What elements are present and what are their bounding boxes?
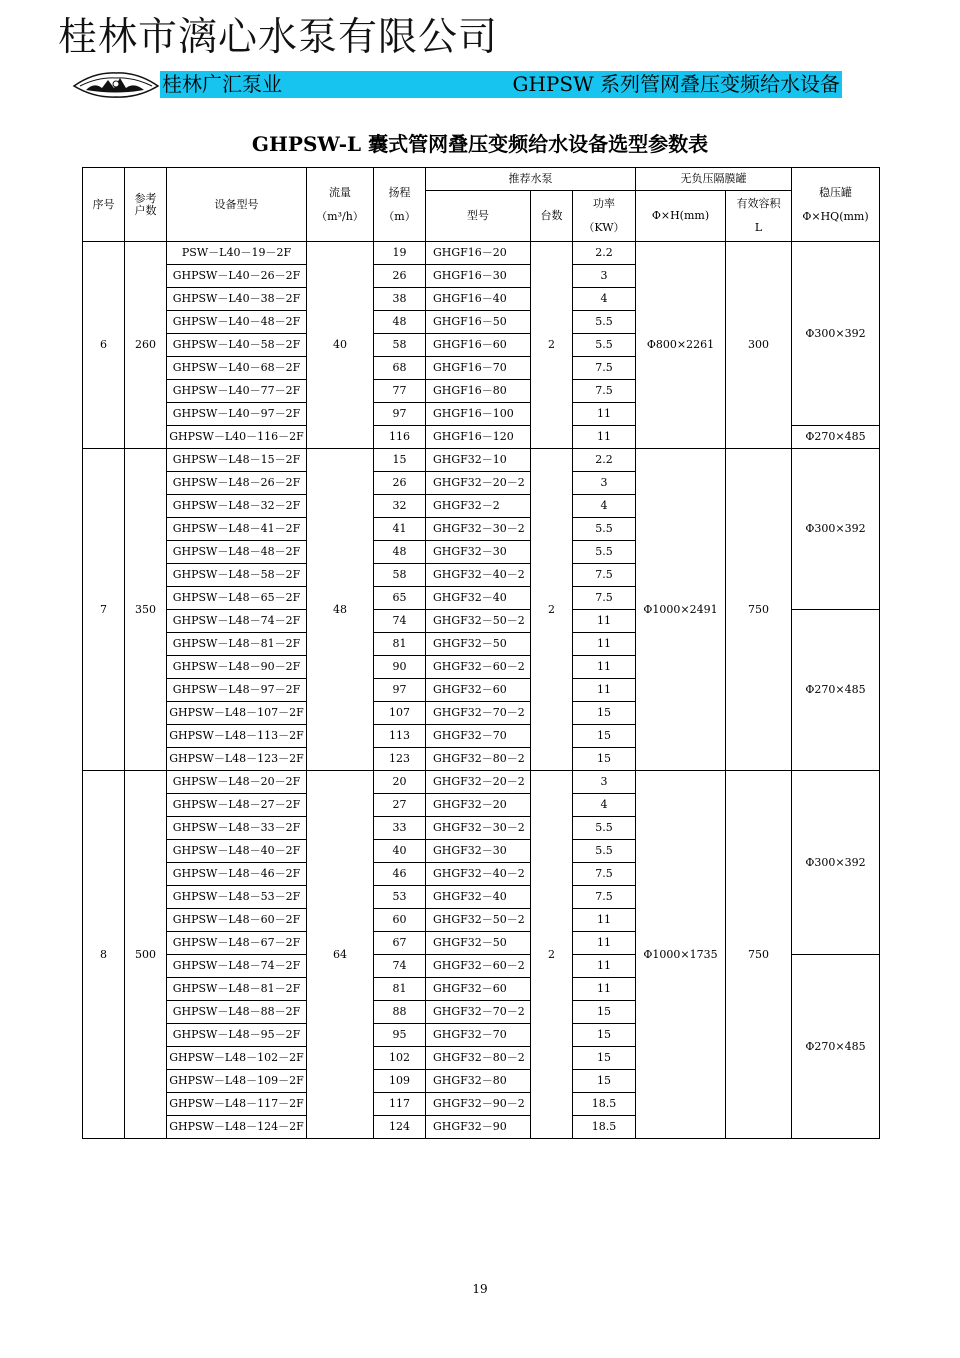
head-cell: 19	[374, 242, 426, 265]
pump-model-cell: GHGF32－50－2	[426, 610, 531, 633]
pump-model-cell: GHGF16－40	[426, 288, 531, 311]
power-cell: 2.2	[573, 242, 636, 265]
company-logo-icon	[72, 68, 160, 100]
model-cell: GHPSW－L40－116－2F	[167, 426, 307, 449]
pump-model-cell: GHGF32－20－2	[426, 472, 531, 495]
pump-model-cell: GHGF32－60	[426, 679, 531, 702]
model-cell: GHPSW－L48－53－2F	[167, 886, 307, 909]
model-cell: PSW－L40－19－2F	[167, 242, 307, 265]
model-cell: GHPSW－L48－20－2F	[167, 771, 307, 794]
pump-model-cell: GHGF32－70	[426, 1024, 531, 1047]
header-seq: 序号	[83, 168, 125, 242]
power-cell: 11	[573, 656, 636, 679]
selection-table	[82, 167, 880, 1139]
head-cell: 123	[374, 748, 426, 771]
model-cell: GHPSW－L48－33－2F	[167, 817, 307, 840]
series-name: GHPSW 系列管网叠压变频给水设备	[512, 72, 840, 96]
power-cell: 15	[573, 1070, 636, 1093]
head-cell: 81	[374, 633, 426, 656]
head-cell: 113	[374, 725, 426, 748]
model-cell: GHPSW－L48－123－2F	[167, 748, 307, 771]
head-cell: 107	[374, 702, 426, 725]
power-cell: 18.5	[573, 1093, 636, 1116]
seq-cell: 6	[83, 242, 125, 449]
head-cell: 74	[374, 610, 426, 633]
power-cell: 11	[573, 679, 636, 702]
power-cell: 15	[573, 1024, 636, 1047]
head-cell: 32	[374, 495, 426, 518]
stab-tank-cell: Φ270×485	[792, 955, 880, 1139]
model-cell: GHPSW－L48－27－2F	[167, 794, 307, 817]
table-row	[83, 449, 880, 472]
head-cell: 48	[374, 311, 426, 334]
flow-cell: 40	[307, 242, 374, 449]
brand-name: 桂林广汇泵业	[162, 72, 282, 96]
power-cell: 15	[573, 725, 636, 748]
model-cell: GHPSW－L48－32－2F	[167, 495, 307, 518]
head-cell: 88	[374, 1001, 426, 1024]
model-cell: GHPSW－L48－48－2F	[167, 541, 307, 564]
head-cell: 33	[374, 817, 426, 840]
power-cell: 5.5	[573, 541, 636, 564]
power-cell: 5.5	[573, 518, 636, 541]
model-cell: GHPSW－L48－15－2F	[167, 449, 307, 472]
power-cell: 4	[573, 495, 636, 518]
table-row	[83, 771, 880, 794]
pump-model-cell: GHGF32－50	[426, 932, 531, 955]
header-flow: 流量 （m³/h）	[307, 168, 374, 242]
power-cell: 18.5	[573, 1116, 636, 1139]
pump-model-cell: GHGF16－20	[426, 242, 531, 265]
head-cell: 74	[374, 955, 426, 978]
power-cell: 15	[573, 1001, 636, 1024]
pump-count-cell: 2	[531, 771, 573, 1139]
head-cell: 38	[374, 288, 426, 311]
head-cell: 95	[374, 1024, 426, 1047]
model-cell: GHPSW－L48－67－2F	[167, 932, 307, 955]
head-cell: 97	[374, 679, 426, 702]
households-cell: 350	[125, 449, 167, 771]
pump-model-cell: GHGF32－30	[426, 541, 531, 564]
power-cell: 2.2	[573, 449, 636, 472]
head-cell: 77	[374, 380, 426, 403]
head-cell: 102	[374, 1047, 426, 1070]
header-power: 功率 （KW）	[573, 191, 636, 242]
head-cell: 65	[374, 587, 426, 610]
table-title: GHPSW-L 囊式管网叠压变频给水设备选型参数表	[251, 132, 709, 156]
pump-model-cell: GHGF32－60－2	[426, 955, 531, 978]
header-banner	[160, 71, 842, 98]
model-cell: GHPSW－L40－97－2F	[167, 403, 307, 426]
head-cell: 97	[374, 403, 426, 426]
pump-model-cell: GHGF32－80－2	[426, 1047, 531, 1070]
model-cell: GHPSW－L48－107－2F	[167, 702, 307, 725]
power-cell: 3	[573, 472, 636, 495]
head-cell: 58	[374, 334, 426, 357]
model-cell: GHPSW－L48－65－2F	[167, 587, 307, 610]
power-cell: 7.5	[573, 886, 636, 909]
pump-model-cell: GHGF32－20	[426, 794, 531, 817]
power-cell: 4	[573, 288, 636, 311]
model-cell: GHPSW－L40－77－2F	[167, 380, 307, 403]
tank-size-cell: Φ1000×1735	[636, 771, 726, 1139]
model-cell: GHPSW－L48－88－2F	[167, 1001, 307, 1024]
head-cell: 124	[374, 1116, 426, 1139]
model-cell: GHPSW－L48－26－2F	[167, 472, 307, 495]
power-cell: 11	[573, 403, 636, 426]
model-cell: GHPSW－L48－124－2F	[167, 1116, 307, 1139]
pump-model-cell: GHGF32－40	[426, 587, 531, 610]
head-cell: 20	[374, 771, 426, 794]
header-pump-group: 推荐水泵	[426, 168, 636, 191]
head-cell: 46	[374, 863, 426, 886]
model-cell: GHPSW－L48－113－2F	[167, 725, 307, 748]
flow-cell: 64	[307, 771, 374, 1139]
power-cell: 4	[573, 794, 636, 817]
pump-model-cell: GHGF32－40	[426, 886, 531, 909]
households-cell: 260	[125, 242, 167, 449]
model-cell: GHPSW－L48－46－2F	[167, 863, 307, 886]
pump-model-cell: GHGF16－60	[426, 334, 531, 357]
pump-model-cell: GHGF16－50	[426, 311, 531, 334]
pump-model-cell: GHGF32－30－2	[426, 817, 531, 840]
tank-volume-cell: 750	[726, 771, 792, 1139]
stab-tank-cell: Φ300×392	[792, 242, 880, 426]
pump-model-cell: GHGF16－70	[426, 357, 531, 380]
pump-model-cell: GHGF32－50	[426, 633, 531, 656]
tank-size-cell: Φ800×2261	[636, 242, 726, 449]
head-cell: 58	[374, 564, 426, 587]
seq-cell: 7	[83, 449, 125, 771]
table-header-row	[83, 168, 880, 191]
power-cell: 7.5	[573, 564, 636, 587]
pump-model-cell: GHGF32－70－2	[426, 702, 531, 725]
head-cell: 68	[374, 357, 426, 380]
pump-model-cell: GHGF32－30	[426, 840, 531, 863]
power-cell: 5.5	[573, 817, 636, 840]
header-households: 参考 户数	[125, 168, 167, 242]
power-cell: 11	[573, 426, 636, 449]
header-pump-model: 型号	[426, 191, 531, 242]
model-cell: GHPSW－L48－74－2F	[167, 610, 307, 633]
power-cell: 11	[573, 909, 636, 932]
model-cell: GHPSW－L48－95－2F	[167, 1024, 307, 1047]
head-cell: 109	[374, 1070, 426, 1093]
head-cell: 90	[374, 656, 426, 679]
pump-model-cell: GHGF32－30－2	[426, 518, 531, 541]
stab-tank-cell: Φ270×485	[792, 426, 880, 449]
head-cell: 26	[374, 265, 426, 288]
pump-model-cell: GHGF32－80	[426, 1070, 531, 1093]
pump-model-cell: GHGF32－70	[426, 725, 531, 748]
power-cell: 3	[573, 771, 636, 794]
head-cell: 15	[374, 449, 426, 472]
table-row	[83, 242, 880, 265]
power-cell: 5.5	[573, 334, 636, 357]
pump-model-cell: GHGF32－90－2	[426, 1093, 531, 1116]
model-cell: GHPSW－L48－74－2F	[167, 955, 307, 978]
power-cell: 11	[573, 633, 636, 656]
head-cell: 60	[374, 909, 426, 932]
head-cell: 26	[374, 472, 426, 495]
model-cell: GHPSW－L48－40－2F	[167, 840, 307, 863]
power-cell: 11	[573, 955, 636, 978]
model-cell: GHPSW－L48－109－2F	[167, 1070, 307, 1093]
power-cell: 11	[573, 932, 636, 955]
model-cell: GHPSW－L40－38－2F	[167, 288, 307, 311]
power-cell: 7.5	[573, 587, 636, 610]
pump-count-cell: 2	[531, 242, 573, 449]
pump-model-cell: GHGF16－100	[426, 403, 531, 426]
tank-volume-cell: 300	[726, 242, 792, 449]
head-cell: 40	[374, 840, 426, 863]
head-cell: 53	[374, 886, 426, 909]
households-cell: 500	[125, 771, 167, 1139]
page-number: 19	[472, 1282, 488, 1296]
stab-tank-cell: Φ300×392	[792, 449, 880, 610]
pump-model-cell: GHGF16－30	[426, 265, 531, 288]
model-cell: GHPSW－L40－26－2F	[167, 265, 307, 288]
power-cell: 7.5	[573, 863, 636, 886]
pump-model-cell: GHGF16－80	[426, 380, 531, 403]
header-head: 扬程 （m）	[374, 168, 426, 242]
model-cell: GHPSW－L40－68－2F	[167, 357, 307, 380]
pump-model-cell: GHGF32－70－2	[426, 1001, 531, 1024]
tank-size-cell: Φ1000×2491	[636, 449, 726, 771]
header-model: 设备型号	[167, 168, 307, 242]
pump-model-cell: GHGF32－90	[426, 1116, 531, 1139]
header-pump-count: 台数	[531, 191, 573, 242]
header-tank-group: 无负压隔膜罐	[636, 168, 792, 191]
pump-model-cell: GHGF32－60	[426, 978, 531, 1001]
model-cell: GHPSW－L48－117－2F	[167, 1093, 307, 1116]
header-stab: 稳压罐 Φ×HQ(mm)	[792, 168, 880, 242]
model-cell: GHPSW－L48－41－2F	[167, 518, 307, 541]
head-cell: 41	[374, 518, 426, 541]
power-cell: 7.5	[573, 357, 636, 380]
model-cell: GHPSW－L48－90－2F	[167, 656, 307, 679]
head-cell: 116	[374, 426, 426, 449]
power-cell: 5.5	[573, 840, 636, 863]
tank-volume-cell: 750	[726, 449, 792, 771]
model-cell: GHPSW－L40－48－2F	[167, 311, 307, 334]
flow-cell: 48	[307, 449, 374, 771]
pump-model-cell: GHGF32－2	[426, 495, 531, 518]
header-tank-size: Φ×H(mm)	[636, 191, 726, 242]
stab-tank-cell: Φ270×485	[792, 610, 880, 771]
head-cell: 117	[374, 1093, 426, 1116]
power-cell: 15	[573, 748, 636, 771]
head-cell: 81	[374, 978, 426, 1001]
power-cell: 11	[573, 978, 636, 1001]
model-cell: GHPSW－L48－97－2F	[167, 679, 307, 702]
model-cell: GHPSW－L48－81－2F	[167, 633, 307, 656]
pump-model-cell: GHGF32－60－2	[426, 656, 531, 679]
head-cell: 67	[374, 932, 426, 955]
pump-model-cell: GHGF32－20－2	[426, 771, 531, 794]
power-cell: 3	[573, 265, 636, 288]
stab-tank-cell: Φ300×392	[792, 771, 880, 955]
pump-count-cell: 2	[531, 449, 573, 771]
pump-model-cell: GHGF32－80－2	[426, 748, 531, 771]
model-cell: GHPSW－L48－60－2F	[167, 909, 307, 932]
pump-model-cell: GHGF32－40－2	[426, 564, 531, 587]
model-cell: GHPSW－L48－102－2F	[167, 1047, 307, 1070]
power-cell: 7.5	[573, 380, 636, 403]
power-cell: 15	[573, 1047, 636, 1070]
pump-model-cell: GHGF32－40－2	[426, 863, 531, 886]
model-cell: GHPSW－L48－58－2F	[167, 564, 307, 587]
head-cell: 48	[374, 541, 426, 564]
header-tank-volume: 有效容积 L	[726, 191, 792, 242]
pump-model-cell: GHGF32－10	[426, 449, 531, 472]
model-cell: GHPSW－L40－58－2F	[167, 334, 307, 357]
pump-model-cell: GHGF16－120	[426, 426, 531, 449]
power-cell: 5.5	[573, 311, 636, 334]
pump-model-cell: GHGF32－50－2	[426, 909, 531, 932]
model-cell: GHPSW－L48－81－2F	[167, 978, 307, 1001]
head-cell: 27	[374, 794, 426, 817]
seq-cell: 8	[83, 771, 125, 1139]
power-cell: 15	[573, 702, 636, 725]
company-name: 桂林市漓心水泵有限公司	[58, 15, 499, 60]
power-cell: 11	[573, 610, 636, 633]
